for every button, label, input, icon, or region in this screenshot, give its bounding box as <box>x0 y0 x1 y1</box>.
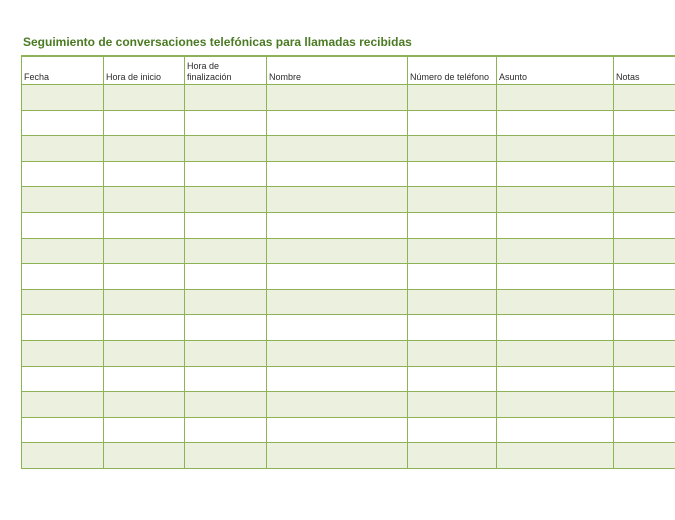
cell-fecha[interactable] <box>22 161 104 187</box>
header-hora-inicio: Hora de inicio <box>104 56 185 85</box>
cell-hora-finalizacion[interactable] <box>185 417 267 443</box>
cell-fecha[interactable] <box>22 340 104 366</box>
cell-numero-telefono[interactable] <box>408 340 497 366</box>
cell-fecha[interactable] <box>22 366 104 392</box>
cell-asunto[interactable] <box>497 110 614 136</box>
cell-asunto[interactable] <box>497 187 614 213</box>
cell-fecha[interactable] <box>22 264 104 290</box>
cell-numero-telefono[interactable] <box>408 264 497 290</box>
cell-hora-finalizacion[interactable] <box>185 238 267 264</box>
cell-notas[interactable] <box>614 110 675 136</box>
cell-fecha[interactable] <box>22 443 104 469</box>
cell-hora-inicio[interactable] <box>104 238 185 264</box>
cell-nombre[interactable] <box>267 136 408 162</box>
cell-notas[interactable] <box>614 340 675 366</box>
header-hora-finalizacion: Hora de finalización <box>185 56 267 85</box>
cell-hora-finalizacion[interactable] <box>185 340 267 366</box>
cell-hora-inicio[interactable] <box>104 264 185 290</box>
cell-fecha[interactable] <box>22 136 104 162</box>
cell-numero-telefono[interactable] <box>408 289 497 315</box>
cell-hora-inicio[interactable] <box>104 315 185 341</box>
cell-nombre[interactable] <box>267 238 408 264</box>
cell-notas[interactable] <box>614 289 675 315</box>
cell-notas[interactable] <box>614 212 675 238</box>
cell-nombre[interactable] <box>267 417 408 443</box>
header-asunto: Asunto <box>497 56 614 85</box>
table-row <box>22 212 675 238</box>
table-row <box>22 238 675 264</box>
cell-hora-inicio[interactable] <box>104 417 185 443</box>
cell-notas[interactable] <box>614 366 675 392</box>
cell-hora-finalizacion[interactable] <box>185 85 267 111</box>
cell-asunto[interactable] <box>497 264 614 290</box>
cell-fecha[interactable] <box>22 392 104 418</box>
cell-numero-telefono[interactable] <box>408 443 497 469</box>
table-row <box>22 366 675 392</box>
table-row <box>22 110 675 136</box>
cell-hora-inicio[interactable] <box>104 289 185 315</box>
cell-hora-inicio[interactable] <box>104 212 185 238</box>
cell-fecha[interactable] <box>22 315 104 341</box>
cell-notas[interactable] <box>614 161 675 187</box>
cell-numero-telefono[interactable] <box>408 187 497 213</box>
cell-fecha[interactable] <box>22 289 104 315</box>
cell-notas[interactable] <box>614 392 675 418</box>
cell-nombre[interactable] <box>267 264 408 290</box>
table-row <box>22 289 675 315</box>
cell-numero-telefono[interactable] <box>408 238 497 264</box>
cell-nombre[interactable] <box>267 315 408 341</box>
table-body <box>22 85 675 469</box>
header-notas: Notas <box>614 56 675 85</box>
cell-notas[interactable] <box>614 264 675 290</box>
cell-hora-finalizacion[interactable] <box>185 264 267 290</box>
cell-asunto[interactable] <box>497 161 614 187</box>
cell-nombre[interactable] <box>267 340 408 366</box>
cell-fecha[interactable] <box>22 110 104 136</box>
cell-asunto[interactable] <box>497 417 614 443</box>
cell-fecha[interactable] <box>22 187 104 213</box>
cell-hora-inicio[interactable] <box>104 136 185 162</box>
table-row <box>22 417 675 443</box>
cell-hora-inicio[interactable] <box>104 340 185 366</box>
cell-asunto[interactable] <box>497 85 614 111</box>
cell-hora-finalizacion[interactable] <box>185 392 267 418</box>
cell-hora-finalizacion[interactable] <box>185 110 267 136</box>
cell-fecha[interactable] <box>22 85 104 111</box>
cell-asunto[interactable] <box>497 238 614 264</box>
page-title: Seguimiento de conversaciones telefónicas para llamadas recibidas <box>23 35 412 49</box>
cell-numero-telefono[interactable] <box>408 110 497 136</box>
cell-fecha[interactable] <box>22 238 104 264</box>
cell-numero-telefono[interactable] <box>408 136 497 162</box>
cell-asunto[interactable] <box>497 340 614 366</box>
cell-hora-inicio[interactable] <box>104 366 185 392</box>
header-nombre: Nombre <box>267 56 408 85</box>
table-row <box>22 443 675 469</box>
cell-hora-finalizacion[interactable] <box>185 443 267 469</box>
cell-notas[interactable] <box>614 187 675 213</box>
cell-notas[interactable] <box>614 315 675 341</box>
cell-numero-telefono[interactable] <box>408 315 497 341</box>
cell-numero-telefono[interactable] <box>408 392 497 418</box>
cell-asunto[interactable] <box>497 315 614 341</box>
cell-nombre[interactable] <box>267 161 408 187</box>
table-row <box>22 315 675 341</box>
table-row <box>22 85 675 111</box>
cell-numero-telefono[interactable] <box>408 366 497 392</box>
cell-nombre[interactable] <box>267 289 408 315</box>
table-row <box>22 187 675 213</box>
cell-notas[interactable] <box>614 136 675 162</box>
cell-hora-inicio[interactable] <box>104 110 185 136</box>
cell-hora-inicio[interactable] <box>104 161 185 187</box>
cell-nombre[interactable] <box>267 187 408 213</box>
cell-nombre[interactable] <box>267 85 408 111</box>
cell-hora-finalizacion[interactable] <box>185 161 267 187</box>
cell-notas[interactable] <box>614 238 675 264</box>
cell-asunto[interactable] <box>497 212 614 238</box>
table-row <box>22 392 675 418</box>
cell-fecha[interactable] <box>22 417 104 443</box>
cell-hora-inicio[interactable] <box>104 187 185 213</box>
cell-notas[interactable] <box>614 443 675 469</box>
cell-nombre[interactable] <box>267 443 408 469</box>
cell-notas[interactable] <box>614 85 675 111</box>
cell-nombre[interactable] <box>267 366 408 392</box>
table-row <box>22 264 675 290</box>
table-row <box>22 161 675 187</box>
cell-asunto[interactable] <box>497 443 614 469</box>
cell-hora-finalizacion[interactable] <box>185 212 267 238</box>
cell-numero-telefono[interactable] <box>408 212 497 238</box>
table-header-row <box>22 56 675 85</box>
cell-asunto[interactable] <box>497 392 614 418</box>
cell-asunto[interactable] <box>497 289 614 315</box>
cell-fecha[interactable] <box>22 212 104 238</box>
cell-nombre[interactable] <box>267 392 408 418</box>
cell-hora-inicio[interactable] <box>104 392 185 418</box>
cell-hora-finalizacion[interactable] <box>185 289 267 315</box>
cell-hora-finalizacion[interactable] <box>185 187 267 213</box>
cell-numero-telefono[interactable] <box>408 161 497 187</box>
cell-hora-inicio[interactable] <box>104 443 185 469</box>
cell-nombre[interactable] <box>267 110 408 136</box>
cell-numero-telefono[interactable] <box>408 417 497 443</box>
cell-nombre[interactable] <box>267 212 408 238</box>
cell-asunto[interactable] <box>497 136 614 162</box>
header-numero-telefono: Número de teléfono <box>408 56 497 85</box>
cell-notas[interactable] <box>614 417 675 443</box>
cell-hora-finalizacion[interactable] <box>185 315 267 341</box>
table-row <box>22 340 675 366</box>
cell-numero-telefono[interactable] <box>408 85 497 111</box>
cell-hora-finalizacion[interactable] <box>185 136 267 162</box>
call-log-table <box>21 55 675 469</box>
cell-hora-inicio[interactable] <box>104 85 185 111</box>
header-fecha: Fecha <box>22 56 104 85</box>
cell-asunto[interactable] <box>497 366 614 392</box>
table-row <box>22 136 675 162</box>
cell-hora-finalizacion[interactable] <box>185 366 267 392</box>
